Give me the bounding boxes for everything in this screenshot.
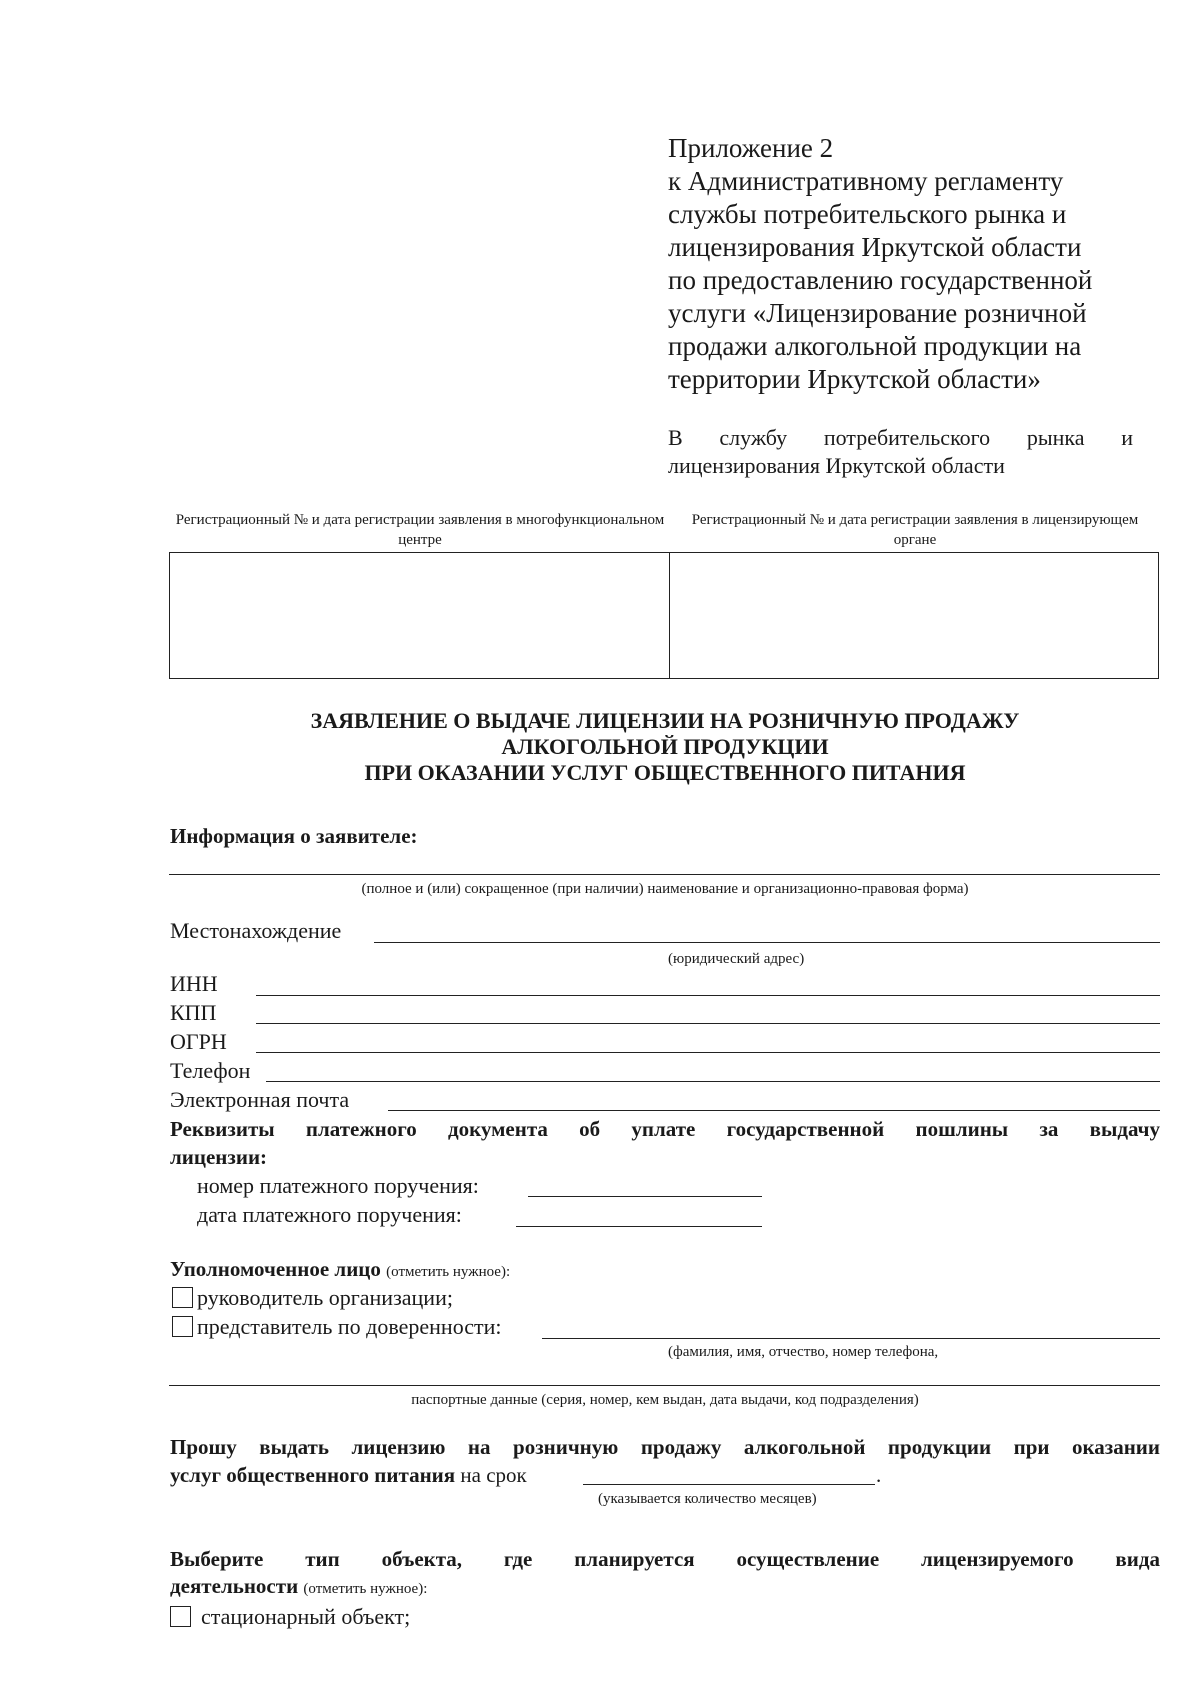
payment-heading-cont: лицензии:	[170, 1145, 268, 1169]
phone-label: Телефон	[170, 1058, 251, 1083]
head-checkbox[interactable]	[172, 1287, 193, 1308]
ogrn-field[interactable]	[256, 1052, 1160, 1053]
kpp-field[interactable]	[256, 1023, 1160, 1024]
request-line-2-bold: услуг общественного питания	[170, 1463, 456, 1487]
addressee-line-1: В службу потребительского рынка и	[668, 425, 1133, 450]
title-line: ПРИ ОКАЗАНИИ УСЛУГ ОБЩЕСТВЕННОГО ПИТАНИЯ	[364, 760, 966, 785]
authorized-heading	[170, 1256, 510, 1285]
applicant-heading: Информация о заявителе:	[170, 824, 418, 848]
authorized-heading-text: Уполномоченное лицо	[170, 1257, 381, 1281]
applicant-name-hint: (полное и (или) сокращенное (при наличии) наименование и организационно-правовая форма)	[361, 881, 969, 897]
title-line: АЛКОГОЛЬНОЙ ПРОДУКЦИИ	[501, 734, 829, 759]
order-date-field[interactable]	[516, 1226, 762, 1227]
object-type-line-2-note: (отметить нужное):	[303, 1581, 428, 1597]
appendix-line: Приложение 2	[668, 133, 834, 163]
representative-hint-1: (фамилия, имя, отчество, номер телефона,	[668, 1344, 939, 1360]
payment-heading: Реквизиты платежного документа об уплате государственной пошлины за выдачу	[170, 1117, 1160, 1141]
appendix-header	[668, 132, 1138, 396]
object-type-line-1: Выберите тип объекта, где планируется осуществление лицензируемого вида	[170, 1547, 1160, 1571]
inn-field[interactable]	[256, 995, 1160, 996]
registration-agency-cell[interactable]	[670, 553, 1158, 678]
email-label: Электронная почта	[170, 1087, 350, 1112]
location-label: Местонахождение	[170, 918, 342, 943]
representative-hint-2: паспортные данные (серия, номер, кем выдан, дата выдачи, код подразделения)	[411, 1392, 919, 1408]
representative-field[interactable]	[542, 1338, 1160, 1339]
request-line-2-rest: на срок	[460, 1463, 527, 1487]
period-hint: (указывается количество месяцев)	[598, 1491, 817, 1507]
order-number-label: номер платежного поручения:	[197, 1173, 479, 1198]
object-type-line-2-bold: деятельности	[170, 1574, 299, 1598]
registration-mfc-cell[interactable]	[170, 553, 670, 678]
representative-option-label: представитель по доверенности:	[197, 1314, 502, 1339]
appendix-line: лицензирования Иркутской области	[668, 232, 1082, 262]
location-field[interactable]	[374, 942, 1160, 943]
ogrn-label: ОГРН	[170, 1029, 227, 1054]
stationary-option-label: стационарный объект;	[201, 1604, 411, 1629]
period-end-dot: .	[876, 1463, 882, 1487]
period-field[interactable]	[583, 1484, 875, 1485]
addressee-line-2: лицензирования Иркутской области	[668, 453, 1005, 478]
applicant-name-field[interactable]	[169, 874, 1160, 875]
head-option-label: руководитель организации;	[197, 1285, 453, 1310]
representative-checkbox[interactable]	[172, 1316, 193, 1337]
passport-field[interactable]	[169, 1385, 1160, 1386]
phone-field[interactable]	[266, 1081, 1160, 1082]
inn-label: ИНН	[170, 971, 218, 996]
object-option-stationary[interactable]	[170, 1603, 410, 1631]
document-title	[170, 708, 1160, 786]
appendix-line: территории Иркутской области»	[668, 364, 1041, 394]
registration-agency-header: Регистрационный № и дата регистрации заявления в лицензирующем органе	[691, 512, 1139, 548]
order-date-label: дата платежного поручения:	[197, 1202, 462, 1227]
request-line-2	[170, 1462, 527, 1488]
request-line-1: Прошу выдать лицензию на розничную продажу алкогольной продукции при оказании	[170, 1435, 1160, 1459]
authorized-heading-note: (отметить нужное):	[386, 1264, 511, 1280]
title-line: ЗАЯВЛЕНИЕ О ВЫДАЧЕ ЛИЦЕНЗИИ НА РОЗНИЧНУЮ ПРОДАЖУ	[310, 708, 1020, 733]
registration-table	[169, 552, 1159, 679]
appendix-line: услуги «Лицензирование розничной	[668, 298, 1087, 328]
appendix-line: по предоставлению государственной	[668, 265, 1093, 295]
registration-mfc-header: Регистрационный № и дата регистрации заявления в многофункциональном центре	[175, 512, 665, 548]
appendix-line: службы потребительского рынка и	[668, 199, 1067, 229]
kpp-label: КПП	[170, 1000, 217, 1025]
appendix-line: к Административному регламенту	[668, 166, 1064, 196]
order-number-field[interactable]	[528, 1196, 762, 1197]
object-type-line-2	[170, 1573, 427, 1602]
email-field[interactable]	[388, 1110, 1160, 1111]
appendix-line: продажи алкогольной продукции на	[668, 331, 1082, 361]
authorized-option-representative[interactable]	[172, 1313, 502, 1341]
location-hint: (юридический адрес)	[668, 951, 805, 967]
stationary-checkbox[interactable]	[170, 1606, 191, 1627]
authorized-option-head[interactable]	[172, 1284, 453, 1312]
